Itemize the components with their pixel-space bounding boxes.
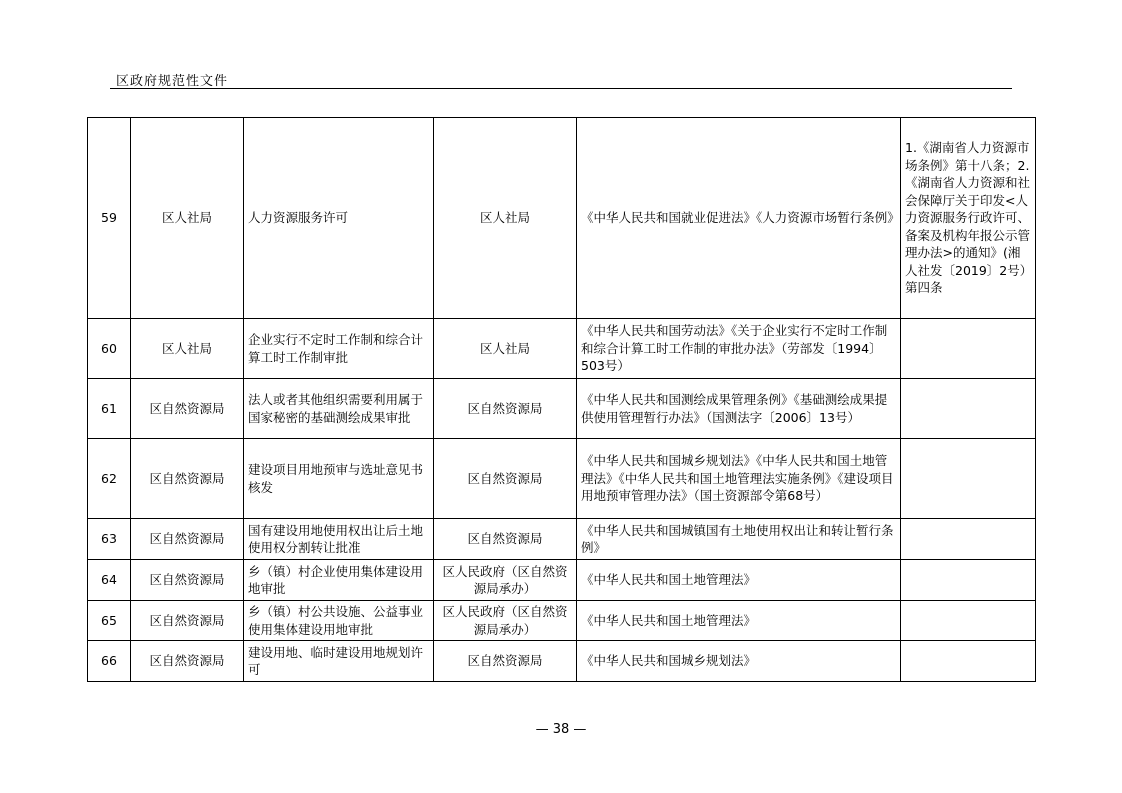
table-row xyxy=(88,641,1036,682)
department-cell: 区自然资源局 xyxy=(131,519,244,560)
row-number: 59 xyxy=(88,118,131,319)
item-name-cell: 乡（镇）村公共设施、公益事业使用集体建设用地审批 xyxy=(244,601,434,641)
row-number: 60 xyxy=(88,319,131,379)
legal-basis-cell: 《中华人民共和国城乡规划法》《中华人民共和国土地管理法》《中华人民共和国土地管理法实施条例》《建设项目用地预审管理办法》（国土资源部令第68号） xyxy=(577,439,901,519)
legal-basis-cell: 《中华人民共和国就业促进法》《人力资源市场暂行条例》 xyxy=(577,118,901,319)
note-cell xyxy=(901,641,1036,682)
implementing-body-cell: 区人民政府（区自然资源局承办） xyxy=(434,560,577,601)
approval-items-table xyxy=(87,117,1036,682)
implementing-body-cell: 区人社局 xyxy=(434,319,577,379)
department-cell: 区自然资源局 xyxy=(131,641,244,682)
page-number: — 38 — xyxy=(535,722,587,737)
department-cell: 区自然资源局 xyxy=(131,379,244,439)
note-cell xyxy=(901,439,1036,519)
department-cell: 区自然资源局 xyxy=(131,439,244,519)
row-number: 66 xyxy=(88,641,131,682)
item-name-cell: 建设用地、临时建设用地规划许可 xyxy=(244,641,434,682)
implementing-body-cell: 区自然资源局 xyxy=(434,519,577,560)
legal-basis-cell: 《中华人民共和国城乡规划法》 xyxy=(577,641,901,682)
table-row xyxy=(88,118,1036,319)
row-number: 64 xyxy=(88,560,131,601)
item-name-cell: 人力资源服务许可 xyxy=(244,118,434,319)
department-cell: 区自然资源局 xyxy=(131,560,244,601)
item-name-cell: 乡（镇）村企业使用集体建设用地审批 xyxy=(244,560,434,601)
department-cell: 区人社局 xyxy=(131,319,244,379)
legal-basis-cell: 《中华人民共和国土地管理法》 xyxy=(577,601,901,641)
row-number: 61 xyxy=(88,379,131,439)
row-number: 62 xyxy=(88,439,131,519)
implementing-body-cell: 区自然资源局 xyxy=(434,379,577,439)
item-name-cell: 国有建设用地使用权出让后土地使用权分割转让批准 xyxy=(244,519,434,560)
item-name-cell: 企业实行不定时工作制和综合计算工时工作制审批 xyxy=(244,319,434,379)
legal-basis-cell: 《中华人民共和国测绘成果管理条例》《基础测绘成果提供使用管理暂行办法》（国测法字〔2006〕13号） xyxy=(577,379,901,439)
note-cell xyxy=(901,601,1036,641)
implementing-body-cell: 区自然资源局 xyxy=(434,641,577,682)
note-cell xyxy=(901,560,1036,601)
table-row xyxy=(88,601,1036,641)
department-cell: 区自然资源局 xyxy=(131,601,244,641)
implementing-body-cell: 区自然资源局 xyxy=(434,439,577,519)
table-row xyxy=(88,379,1036,439)
implementing-body-cell: 区人社局 xyxy=(434,118,577,319)
note-cell: 1.《湖南省人力资源市场条例》第十八条；2.《湖南省人力资源和社会保障厅关于印发<人力资源服务行政许可、备案及机构年报公示管理办法>的通知》(湘人社发〔2019〕2号）第四条 xyxy=(901,118,1036,319)
note-cell xyxy=(901,519,1036,560)
item-name-cell: 法人或者其他组织需要利用属于国家秘密的基础测绘成果审批 xyxy=(244,379,434,439)
legal-basis-cell: 《中华人民共和国劳动法》《关于企业实行不定时工作制和综合计算工时工作制的审批办法》（劳部发〔1994〕503号） xyxy=(577,319,901,379)
table-row xyxy=(88,439,1036,519)
header-divider xyxy=(110,88,1012,89)
legal-basis-cell: 《中华人民共和国土地管理法》 xyxy=(577,560,901,601)
page-header-title: 区政府规范性文件 xyxy=(116,74,229,89)
row-number: 63 xyxy=(88,519,131,560)
note-cell xyxy=(901,379,1036,439)
legal-basis-cell: 《中华人民共和国城镇国有土地使用权出让和转让暂行条例》 xyxy=(577,519,901,560)
row-number: 65 xyxy=(88,601,131,641)
department-cell: 区人社局 xyxy=(131,118,244,319)
note-cell xyxy=(901,319,1036,379)
item-name-cell: 建设项目用地预审与选址意见书核发 xyxy=(244,439,434,519)
table-row xyxy=(88,560,1036,601)
table-row xyxy=(88,519,1036,560)
table-row xyxy=(88,319,1036,379)
implementing-body-cell: 区人民政府（区自然资源局承办） xyxy=(434,601,577,641)
